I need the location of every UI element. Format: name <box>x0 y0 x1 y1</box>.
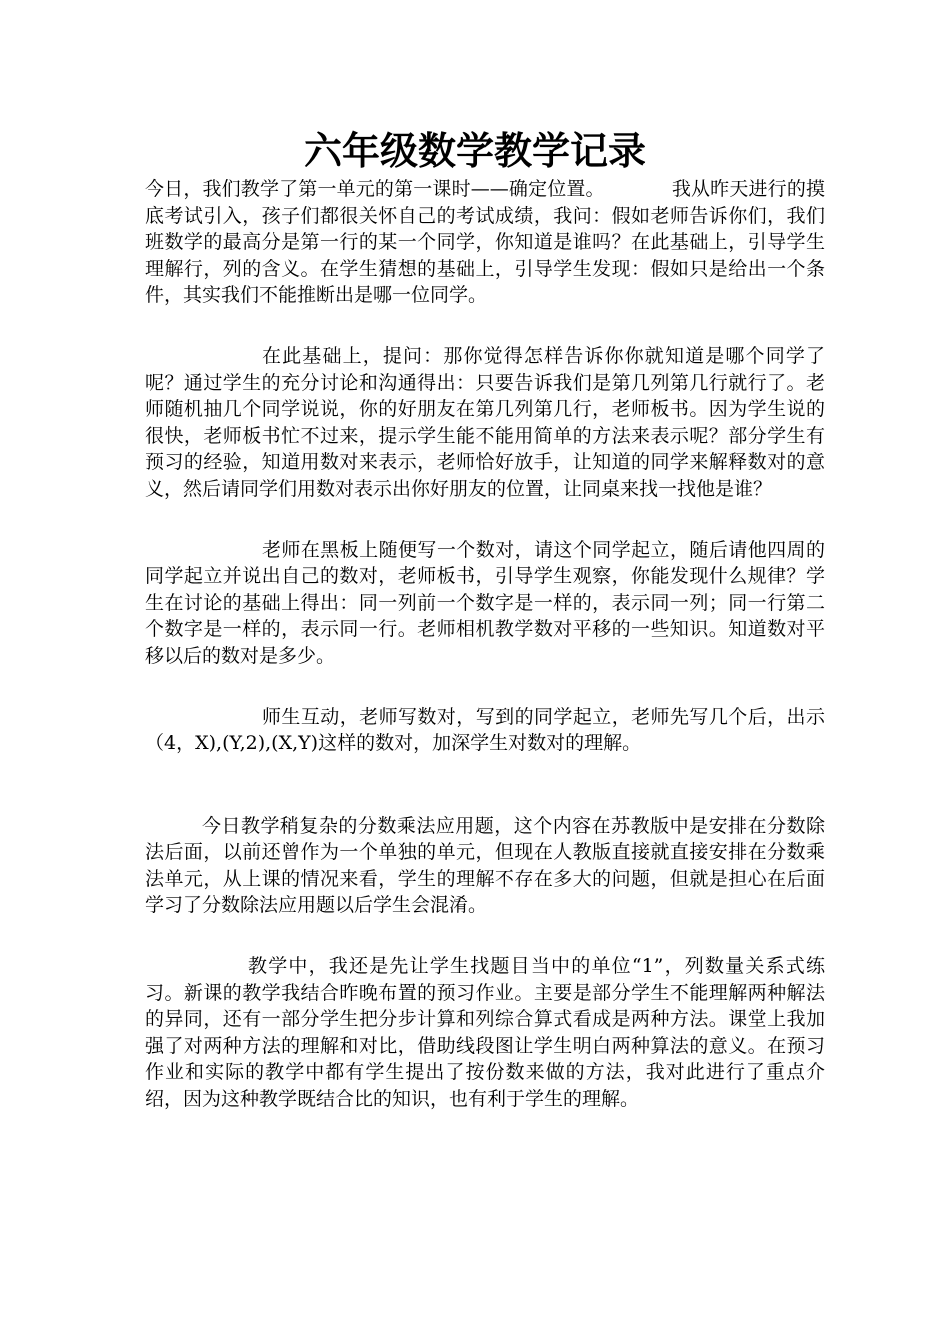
paragraph-4: 师生互动，老师写数对，写到的同学起立，老师先写几个后，出示（4，X),(Y,2),(X,Y)这样的数对，加深学生对数对的理解。 <box>145 705 825 755</box>
paragraph-gap <box>145 919 825 953</box>
paragraph-2: 在此基础上，提问：那你觉得怎样告诉你你就知道是哪个同学了呢？通过学生的充分讨论和沟通得出：只要告诉我们是第几列第几行就行了。老师随机抽几个同学说说，你的好朋友在第几列第几行，老师板书。因为学生说的很快，老师板书忙不过来，提示学生能不能用简单的方法来表示呢？部分学生有预习的经验，知道用数对来表示，老师恰好放手，让知道的同学来解释数对的意义，然后请同学们用数对表示出你好朋友的位置，让同桌来找一找他是谁？ <box>145 344 825 500</box>
paragraph-5: 今日教学稍复杂的分数乘法应用题，这个内容在苏教版中是安排在分数除法后面，以前还曾作为一个单独的单元，但现在人教版直接就直接安排在分数乘法单元，从上课的情况来看，学生的理解不存在多大的问题，但就是担心在后面学习了分数除法应用题以后学生会混淆。 <box>145 814 825 917</box>
paragraph-gap <box>145 309 825 343</box>
paragraph-3: 老师在黑板上随便写一个数对，请这个同学起立，随后请他四周的同学起立并说出自己的数对，老师板书，引导学生观察，你能发现什么规律？学生在讨论的基础上得出：同一列前一个数字是一样的，表示同一列；同一行第二个数字是一样的，表示同一行。老师相机教学数对平移的一些知识。知道数对平移以后的数对是多少。 <box>145 538 825 667</box>
document-body <box>145 176 825 1113</box>
paragraph-gap <box>145 670 825 704</box>
paragraph-1: 今日，我们教学了第一单元的第一课时——确定位置。 我从昨天进行的摸底考试引入，孩子们都很关怀自己的考试成绩，我问：假如老师告诉你们，我们班数学的最高分是第一行的某一个同学，你知道是谁吗？在此基础上，引导学生理解行，列的含义。在学生猜想的基础上，引导学生发现：假如只是给出一个条件，其实我们不能推断出是哪一位同学。 <box>145 178 825 307</box>
paragraph-gap <box>145 757 825 813</box>
paragraph-gap <box>145 503 825 537</box>
document-title: 六年级数学教学记录 <box>303 128 646 173</box>
paragraph-6: 教学中，我还是先让学生找题目当中的单位“1”，列数量关系式练习。新课的教学我结合昨晚布置的预习作业。主要是部分学生不能理解两种解法的异同，还有一部分学生把分步计算和列综合算式看成是两种方法。课堂上我加强了对两种方法的理解和对比，借助线段图让学生明白两种算法的意义。在预习作业和实际的教学中都有学生提出了按份数来做的方法，我对此进行了重点介绍，因为这种教学既结合比的知识，也有利于学生的理解。 <box>145 955 825 1111</box>
